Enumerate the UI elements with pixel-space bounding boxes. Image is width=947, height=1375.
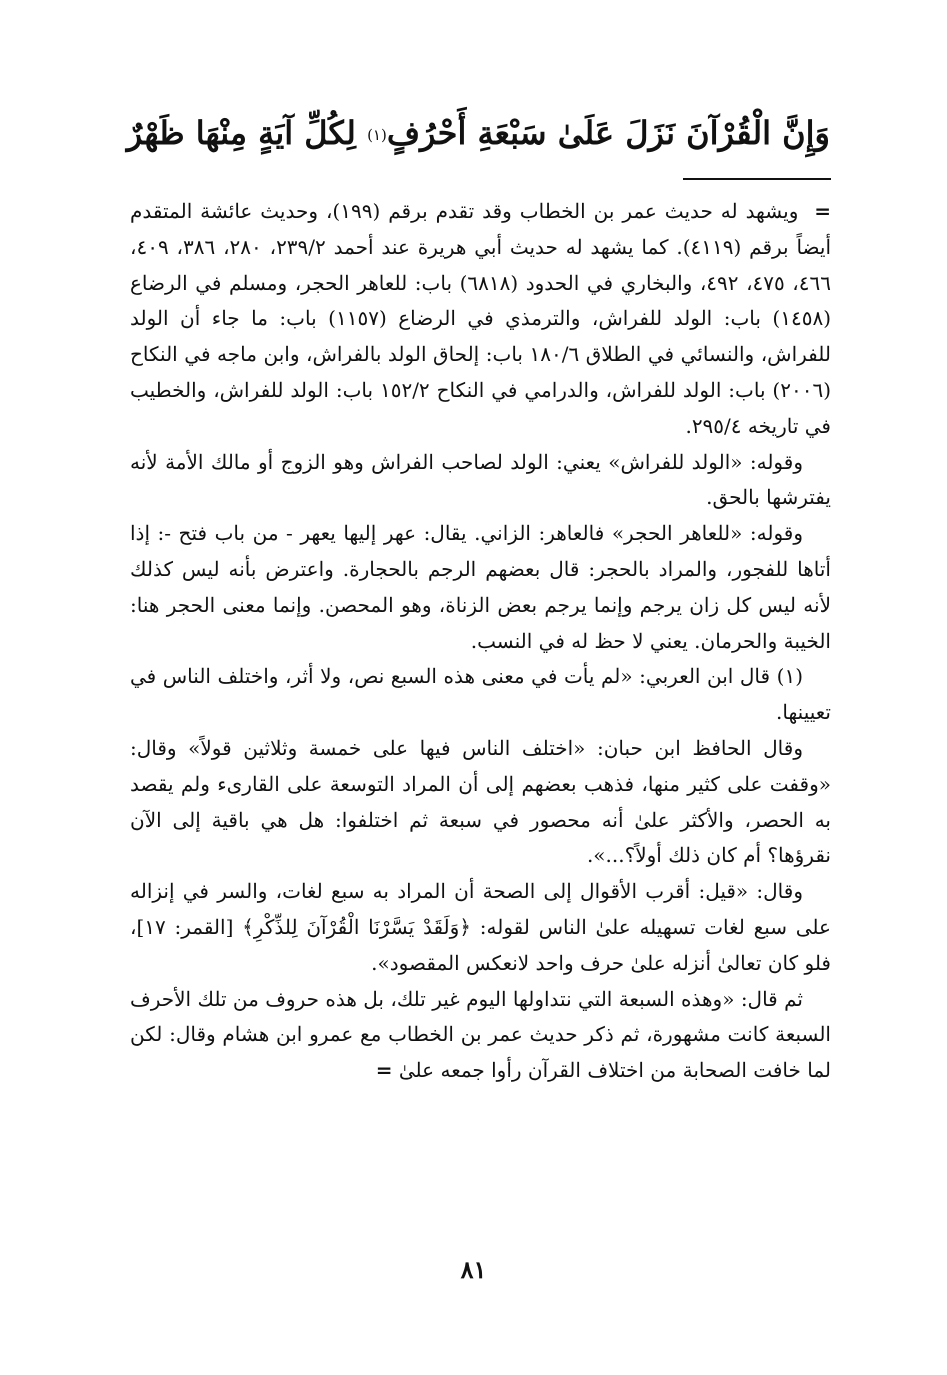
footnote-paragraph-6: وقال: «قيل: أقرب الأقوال إلى الصحة أن المراد به سبع لغات، والسر في إنزاله على سبع لغات تسهيله علىٰ الناس لقوله: ﴿وَلَقَدْ يَسَّرْنَا الْقُرْآنَ لِلذِّكْرِ﴾ [القمر: ١٧]، فلو كان تعالىٰ أنزله علىٰ حرف واحد لانعكس المقصود».	[130, 879, 831, 975]
footnote-1-paragraph: (١) قال ابن العربي: «لم يأت في معنى هذه السبع نص، ولا أثر، واختلف الناس في تعيينها.	[130, 664, 831, 725]
footnote-separator	[683, 178, 831, 180]
footnote-paragraph-7	[130, 982, 831, 1089]
footnotes-section	[130, 194, 831, 1089]
footnote-paragraph-7-text: ثم قال: «وهذه السبعة التي نتداولها اليوم غير تلك، بل هذه حروف من تلك الأحرف السبعة كانت مشهورة، ثم ذكر حديث عمر بن الخطاب مع عمرو ابن هشام وقال: لكن لما خافت الصحابة من اختلاف القرآن رأوا جمعه علىٰ	[130, 986, 831, 1083]
hadith-text-part-2: لِكُلِّ آيَةٍ مِنْهَا ظَهْرٌ	[126, 114, 368, 152]
footnote-continuation-paragraph	[130, 194, 831, 445]
hadith-text-part-1: وَإِنَّ الْقُرْآنَ نَزَلَ عَلَىٰ سَبْعَةِ أَحْرُفٍ	[386, 114, 830, 152]
footnote-paragraph-5: وقال الحافظ ابن حبان: «اختلف الناس فيها على خمسة وثلاثين قولاً» وقال: «وقفت على كثير منها، فذهب بعضهم إلى أن المراد التوسعة على القارىء ولم يقصد به الحصر، والأكثر علىٰ أنه محصور في سبعة ثم اختلفوا: هل هي باقية إلى الآن نقرؤها؟ أم كان ذلك أولاً؟...».	[130, 735, 831, 868]
footnote-paragraph-1: ويشهد له حديث عمر بن الخطاب وقد تقدم برقم (١٩٩)، وحديث عائشة المتقدم أيضاً برقم (٤١١٩). كما يشهد له حديث أبي هريرة عند أحمد ٢٣٩/٢، ٢٨٠، ٣٨٦، ٤٠٩، ٤٦٦، ٤٧٥، ٤٩٢، والبخاري في الحدود (٦٨١٨) باب: للعاهر الحجر، ومسلم في الرضاع (١٤٥٨) باب: الولد للفراش، والترمذي في الرضاع (١١٥٧) باب: ما جاء أن الولد للفراش، والنسائي في الطلاق ١٨٠/٦ باب: إلحاق الولد بالفراش، وابن ماجه في النكاح (٢٠٠٦) باب: الولد للفراش، والدرامي في النكاح ١٥٢/٢ باب: الولد للفراش، والخطيب في تاريخه ٢٩٥/٤.	[130, 199, 832, 438]
continuation-mark-start: =	[814, 199, 832, 223]
footnote-reference: (١)	[367, 126, 387, 144]
hadith-text	[126, 108, 830, 158]
footnote-paragraph-2: وقوله: «الولد للفراش» يعني: الولد لصاحب الفراش وهو الزوج أو مالك الأمة لأنه يفترشها بالحق.	[130, 449, 831, 510]
continuation-mark-end: =	[375, 1058, 393, 1083]
page-number: ٨١	[460, 1255, 487, 1284]
footnote-paragraph-3: وقوله: «للعاهر الحجر» فالعاهر: الزاني. يقال: عهر إليها يعهر - من باب فتح -: إذا أتاها للفجور، والمراد بالحجر: قال بعضهم الرجم بالحجارة. واعترض بأنه ليس كذلك لأنه ليس كل زان يرجم وإنما يرجم بعض الزناة، وهو المحصن. وإنما معنى الحجر هنا: الخيبة والحرمان. يعني لا حظ له في النسب.	[130, 521, 831, 653]
